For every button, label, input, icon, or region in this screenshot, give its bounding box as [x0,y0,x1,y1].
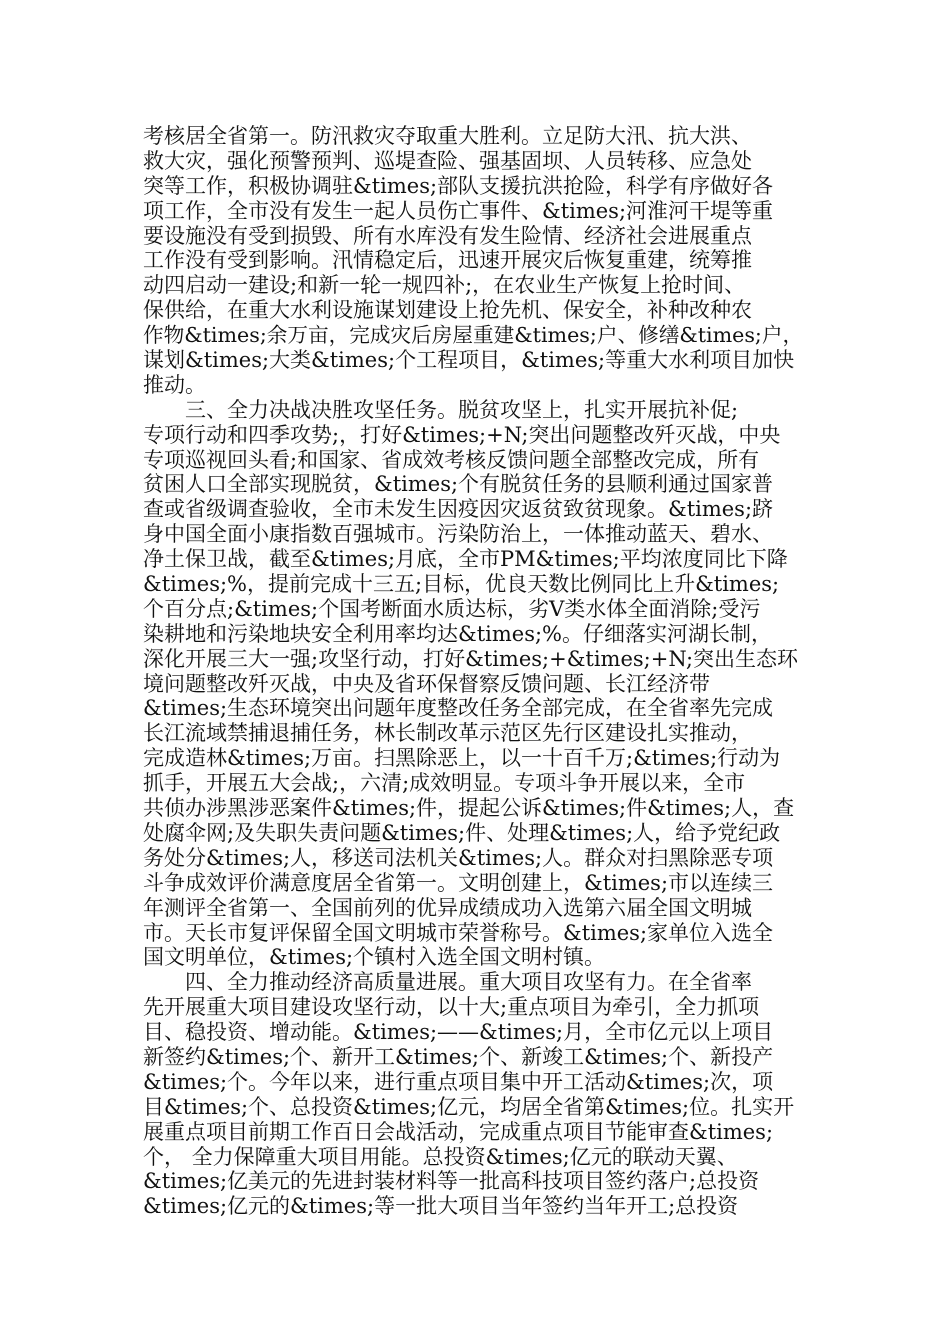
text-line: 身中国全面小康指数百强城市。污染防治上，一体推动蓝天、碧水、 [143,522,773,547]
text-line: 抓手，开展五大会战;，六清;成效明显。专项斗争开展以来，全市 [143,771,746,796]
text-line: 项工作，全市没有发生一起人员伤亡事件、&times;河淮河干堤等重 [143,198,774,223]
document-body [143,124,807,1219]
text-line: 贫困人口全部实现脱贫，&times;个有脱贫任务的县顺利通过国家普 [143,472,774,497]
text-line: 年测评全省第一、全国前列的优异成绩成功入选第六届全国文明城 [143,895,752,920]
text-line: &times;亿美元的先进封装材料等一批高科技项目签约落户;总投资 [143,1169,760,1194]
text-line: 净土保卫战，截至&times;月底，全市PM&times;平均浓度同比下降 [143,547,788,572]
text-line: &times;%，提前完成十三五;目标，优良天数比例同比上升&times; [143,572,780,597]
text-line: 救大灾，强化预警预判、巡堤查险、强基固坝、人员转移、应急处 [143,148,752,173]
text-line: 境问题整改歼灭战，中央及省环保督察反馈问题、长江经济带 [143,671,710,696]
text-line: 目、稳投资、增动能。&times;——&times;月，全市亿元以上项目 [143,1020,774,1045]
text-line: 染耕地和污染地块安全利用率均达&times;%。仔细落实河湖长制， [143,621,772,646]
text-line: 国文明单位，&times;个镇村入选全国文明村镇。 [143,945,606,970]
text-line: 完成造林&times;万亩。扫黑除恶上，以一十百千万;&times;行动为 [143,746,781,771]
text-line: 共侦办涉黑涉恶案件&times;件，提起公诉&times;件&times;人，查 [143,796,795,821]
text-line: 斗争成效评价满意度居全省第一。文明创建上，&times;市以连续三 [143,870,774,895]
text-line: 目&times;个、总投资&times;亿元，均居全省第&times;位。扎实开 [143,1094,795,1119]
text-line: 动四启动一建设;和新一轮一规四补;，在农业生产恢复上抢时间、 [143,273,746,298]
text-line: 考核居全省第一。防汛救灾夺取重大胜利。立足防大汛、抗大洪、 [143,124,752,148]
text-line: 要设施没有受到损毁、所有水库没有发生险情、经济社会进展重点 [143,223,752,248]
text-line: 专项巡视回头看;和国家、省成效考核反馈问题全部整改完成，所有 [143,447,760,472]
text-line: 市。天长市复评保留全国文明城市荣誉称号。&times;家单位入选全 [143,920,774,945]
text-line: 查或省级调查验收，全市未发生因疫因灾返贫致贫现象。&times;跻 [143,497,774,522]
paragraph-4-start: 四、全力推动经济高质量进展。重大项目攻坚有力。在全省率 [143,970,752,995]
text-line: 个， 全力保障重大项目用能。总投资&times;亿元的联动天翼、 [143,1144,738,1169]
text-line: 处腐伞网;及失职失责问题&times;件、处理&times;人，给予党纪政 [143,820,781,845]
text-line: &times;生态环境突出问题年度整改任务全部完成，在全省率先完成 [143,696,774,721]
text-line: 突等工作，积极协调驻&times;部队支援抗洪抢险，科学有序做好各 [143,173,774,198]
text-line: 长江流域禁捕退捕任务，林长制改革示范区先行区建设扎实推动， [143,721,752,746]
text-line: 工作没有受到影响。汛情稳定后，迅速开展灾后恢复重建，统筹推 [143,248,752,273]
text-line: 先开展重大项目建设攻坚行动，以十大;重点项目为牵引，全力抓项 [143,995,760,1020]
text-line: 谋划&times;大类&times;个工程项目，&times;等重大水利项目加快 [143,348,795,373]
text-line: 作物&times;余万亩，完成灾后房屋重建&times;户、修缮&times;户， [143,323,804,348]
text-line: 新签约&times;个、新开工&times;个、新竣工&times;个、新投产 [143,1044,774,1069]
text-line: 个百分点;&times;个国考断面水质达标，劣Ⅴ类水体全面消除;受污 [143,596,761,621]
text-line: &times;亿元的&times;等一批大项目当年签约当年开工;总投资 [143,1194,739,1219]
text-line: 展重点项目前期工作百日会战活动，完成重点项目节能审查&times; [143,1119,774,1144]
text-line: 专项行动和四季攻势;，打好&times;+N;突出问题整改歼灭战，中央 [143,422,781,447]
text-line: &times;个。今年以来，进行重点项目集中开工活动&times;次，项 [143,1069,774,1094]
text-line: 深化开展三大一强;攻坚行动，打好&times;+&times;+N;突出生态环 [143,646,799,671]
text-line: 务处分&times;人，移送司法机关&times;人。群众对扫黑除恶专项 [143,845,774,870]
text-line: 保供给，在重大水利设施谋划建设上抢先机、保安全，补种改种农 [143,298,752,323]
paragraph-3-start: 三、全力决战决胜攻坚任务。脱贫攻坚上，扎实开展抗补促; [143,397,739,422]
text-line: 推动。 [143,372,206,397]
